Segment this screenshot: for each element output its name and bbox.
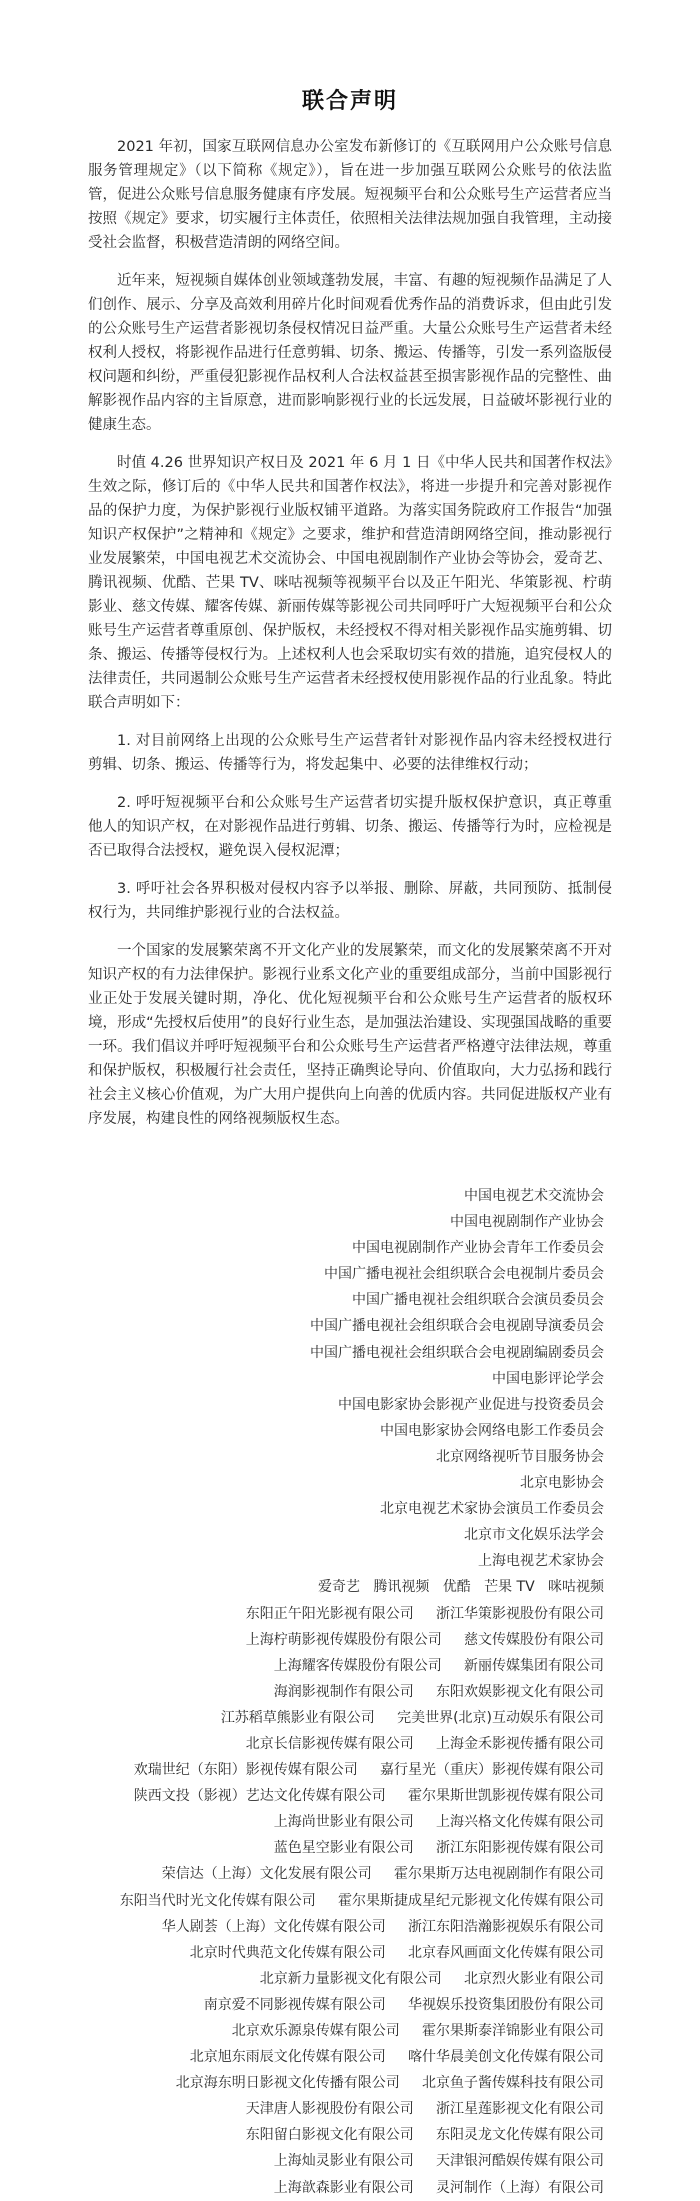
signatory-line: 江苏稻草熊影业有限公司 完美世界(北京)互动娱乐有限公司 [220, 1709, 604, 1726]
signatory-line: 欢瑞世纪（东阳）影视传媒有限公司 嘉行星光（重庆）影视传媒有限公司 [133, 1762, 604, 1779]
page-title: 联合声明 [301, 89, 398, 114]
signatory-line: 北京网络视听节目服务协会 [436, 1448, 604, 1465]
signatory-line: 蓝色星空影业有限公司 浙江东阳影视传媒有限公司 [273, 1840, 604, 1857]
statement-item-2: 2. 呼吁短视频平台和公众账号生产运营者切实提升版权保护意识，真正尊重他人的知识产权，在对影视作品进行剪辑、切条、搬运、传播等行为时，应检视是否已取得合法授权，避免误入侵权泥潭； [88, 795, 612, 859]
signatory-line: 中国广播电视社会组织联合会电视剧导演委员会 [310, 1318, 604, 1335]
signatory-line: 北京时代典范文化传媒有限公司 北京春风画面文化传媒有限公司 [189, 1944, 604, 1961]
signatory-line: 天津唐人影视股份有限公司 浙江星莲影视文化有限公司 [245, 2101, 604, 2118]
signatory-line: 陕西文投（影视）艺达文化传媒有限公司 霍尔果斯世凯影视传媒有限公司 [133, 1788, 604, 1805]
signatory-line: 中国广播电视社会组织联合会电视制片委员会 [324, 1266, 604, 1283]
intro-paragraph: 2021 年初，国家互联网信息办公室发布新修订的《互联网用户公众账号信息服务管理规定》（以下简称《规定》），旨在进一步加强互联网公众账号的依法监管，促进公众账号信息服务健康有序发展。短视频平台和公众账号生产运营者应当按照《规定》要求，切实履行主体责任，依照相关法律法规加强自我管理，主动接受社会监督，积极营造清朗的网络空间。 [88, 139, 612, 251]
signatory-line: 荣信达（上海）文化发展有限公司 霍尔果斯万达电视剧制作有限公司 [161, 1866, 604, 1883]
signatory-line: 上海尚世影业有限公司 上海兴格文化传媒有限公司 [273, 1814, 604, 1831]
signatory-line: 中国电视艺术交流协会 [464, 1188, 604, 1204]
signatory-line: 中国电视剧制作产业协会青年工作委员会 [352, 1240, 604, 1257]
signatory-line: 北京欢乐源泉传媒有限公司 霍尔果斯泰洋锦影业有限公司 [231, 2023, 604, 2039]
signatory-line: 中国广播电视社会组织联合会电视剧编剧委员会 [310, 1344, 604, 1361]
signatory-line: 上海歆森影业有限公司 灵河制作（上海）有限公司 [273, 2179, 604, 2196]
signatory-line: 北京新力量影视文化有限公司 北京烈火影业有限公司 [259, 1970, 604, 1987]
signatory-line: 华人剧荟（上海）文化传媒有限公司 浙江东阳浩瀚影视娱乐有限公司 [161, 1918, 604, 1935]
signatory-line: 北京旭东雨辰文化传媒有限公司 喀什华晨美创文化传媒有限公司 [189, 2049, 604, 2066]
signatory-line: 北京电视艺术家协会演员工作委员会 [380, 1501, 604, 1518]
signatory-line: 中国电影评论学会 [492, 1370, 604, 1387]
signatory-line: 东阳留白影视文化有限公司 东阳灵龙文化传媒有限公司 [245, 2127, 604, 2144]
statement-item-1: 1. 对目前网络上出现的公众账号生产运营者针对影视作品内容未经授权进行剪辑、切条、搬运、传播等行为，将发起集中、必要的法律维权行动； [88, 733, 612, 773]
signatory-line: 东阳当代时光文化传媒有限公司 霍尔果斯捷成星纪元影视文化传媒有限公司 [119, 1892, 604, 1909]
signatory-line: 上海柠萌影视传媒股份有限公司 慈文传媒股份有限公司 [245, 1631, 604, 1648]
signatory-line: 中国电视剧制作产业协会 [450, 1214, 604, 1231]
signatory-line: 中国广播电视社会组织联合会演员委员会 [352, 1292, 604, 1309]
signatory-line: 海润影视制作有限公司 东阳欢娱影视文化有限公司 [273, 1683, 604, 1700]
closing-paragraph: 一个国家的发展繁荣离不开文化产业的发展繁荣，而文化的发展繁荣离不开对知识产权的有力法律保护。影视行业系文化产业的重要组成部分，当前中国影视行业正处于发展关键时期，净化、优化短视频平台和公众账号生产运营者的版权环境，形成“先授权后使用”的良好行业生态，是加强法治建设、实现强国战略的重要一环。我们倡议并呼吁短视频平台和公众账号生产运营者严格遵守法律法规，尊重和保护版权，积极履行社会责任，坚持正确舆论导向、价值取向，大力弘扬和践行社会主义核心价值观，为广大用户提供向上向善的优质内容。共同促进版权产业有序发展，构建良性的网络视频版权生态。 [88, 943, 612, 1127]
signatory-line: 中国电影家协会网络电影工作委员会 [380, 1422, 604, 1439]
signatory-line: 南京爱不同影视传媒有限公司 华视娱乐投资集团股份有限公司 [203, 1996, 604, 2013]
signatory-line: 北京电影协会 [520, 1475, 604, 1492]
declaration-paragraph: 时值 4.26 世界知识产权日及 2021 年 6 月 1 日《中华人民共和国著作权法》生效之际，修订后的《中华人民共和国著作权法》，将进一步提升和完善对影视作品的保护力度，为保护影视行业版权铺平道路。为落实国务院政府工作报告“加强知识产权保护”之精神和《规定》之要求，维护和营造清朗网络空间，推动影视行业发展繁荣，中国电视艺术交流协会、中国电视剧制作产业协会等协会，爱奇艺、腾讯视频、优酷、芒果 TV、咪咕视频等视频平台以及正午阳光、华策影视、柠萌影业、慈文传媒、耀客传媒、新丽传媒等影视公司共同呼吁广大短视频平台和公众账号生产运营者尊重原创、保护版权，未经授权不得对相关影视作品实施剪辑、切条、搬运、传播等侵权行为。上述权利人也会采取切实有效的措施，追究侵权人的法律责任，共同遏制公众账号生产运营者未经授权使用影视作品的行业乱象。特此联合声明如下： [88, 455, 612, 711]
signatory-list [88, 1183, 612, 2201]
signatory-line: 北京市文化娱乐法学会 [464, 1527, 604, 1544]
background-paragraph: 近年来，短视频自媒体创业领域蓬勃发展，丰富、有趣的短视频作品满足了人们创作、展示、分享及高效利用碎片化时间观看优秀作品的消费诉求，但由此引发的公众账号生产运营者影视切条侵权情况日益严重。大量公众账号生产运营者未经权利人授权，将影视作品进行任意剪辑、切条、搬运、传播等，引发一系列盗版侵权问题和纠纷，严重侵犯影视作品权利人合法权益甚至损害影视作品的完整性、曲解影视作品内容的主旨原意，进而影响影视行业的长远发展，日益破坏影视行业的健康生态。 [88, 273, 612, 433]
signatory-line: 上海电视艺术家协会 [478, 1553, 604, 1570]
signatory-line: 东阳正午阳光影视有限公司 浙江华策影视股份有限公司 [245, 1605, 604, 1622]
signatory-line: 中国电影家协会影视产业促进与投资委员会 [338, 1396, 604, 1413]
signatory-line: 北京长信影视传媒有限公司 上海金禾影视传播有限公司 [245, 1735, 604, 1752]
signatory-line: 上海灿灵影业有限公司 天津银河酷娱传媒有限公司 [273, 2153, 604, 2170]
statement-item-3: 3. 呼吁社会各界积极对侵权内容予以举报、删除、屏蔽，共同预防、抵制侵权行为，共同维护影视行业的合法权益。 [88, 881, 612, 921]
signatory-line: 北京海东明日影视文化传播有限公司 北京鱼子酱传媒科技有限公司 [175, 2075, 604, 2092]
signatory-line: 爱奇艺 腾讯视频 优酷 芒果 TV 咪咕视频 [318, 1579, 604, 1596]
signatory-line: 上海耀客传媒股份有限公司 新丽传媒集团有限公司 [273, 1657, 604, 1674]
